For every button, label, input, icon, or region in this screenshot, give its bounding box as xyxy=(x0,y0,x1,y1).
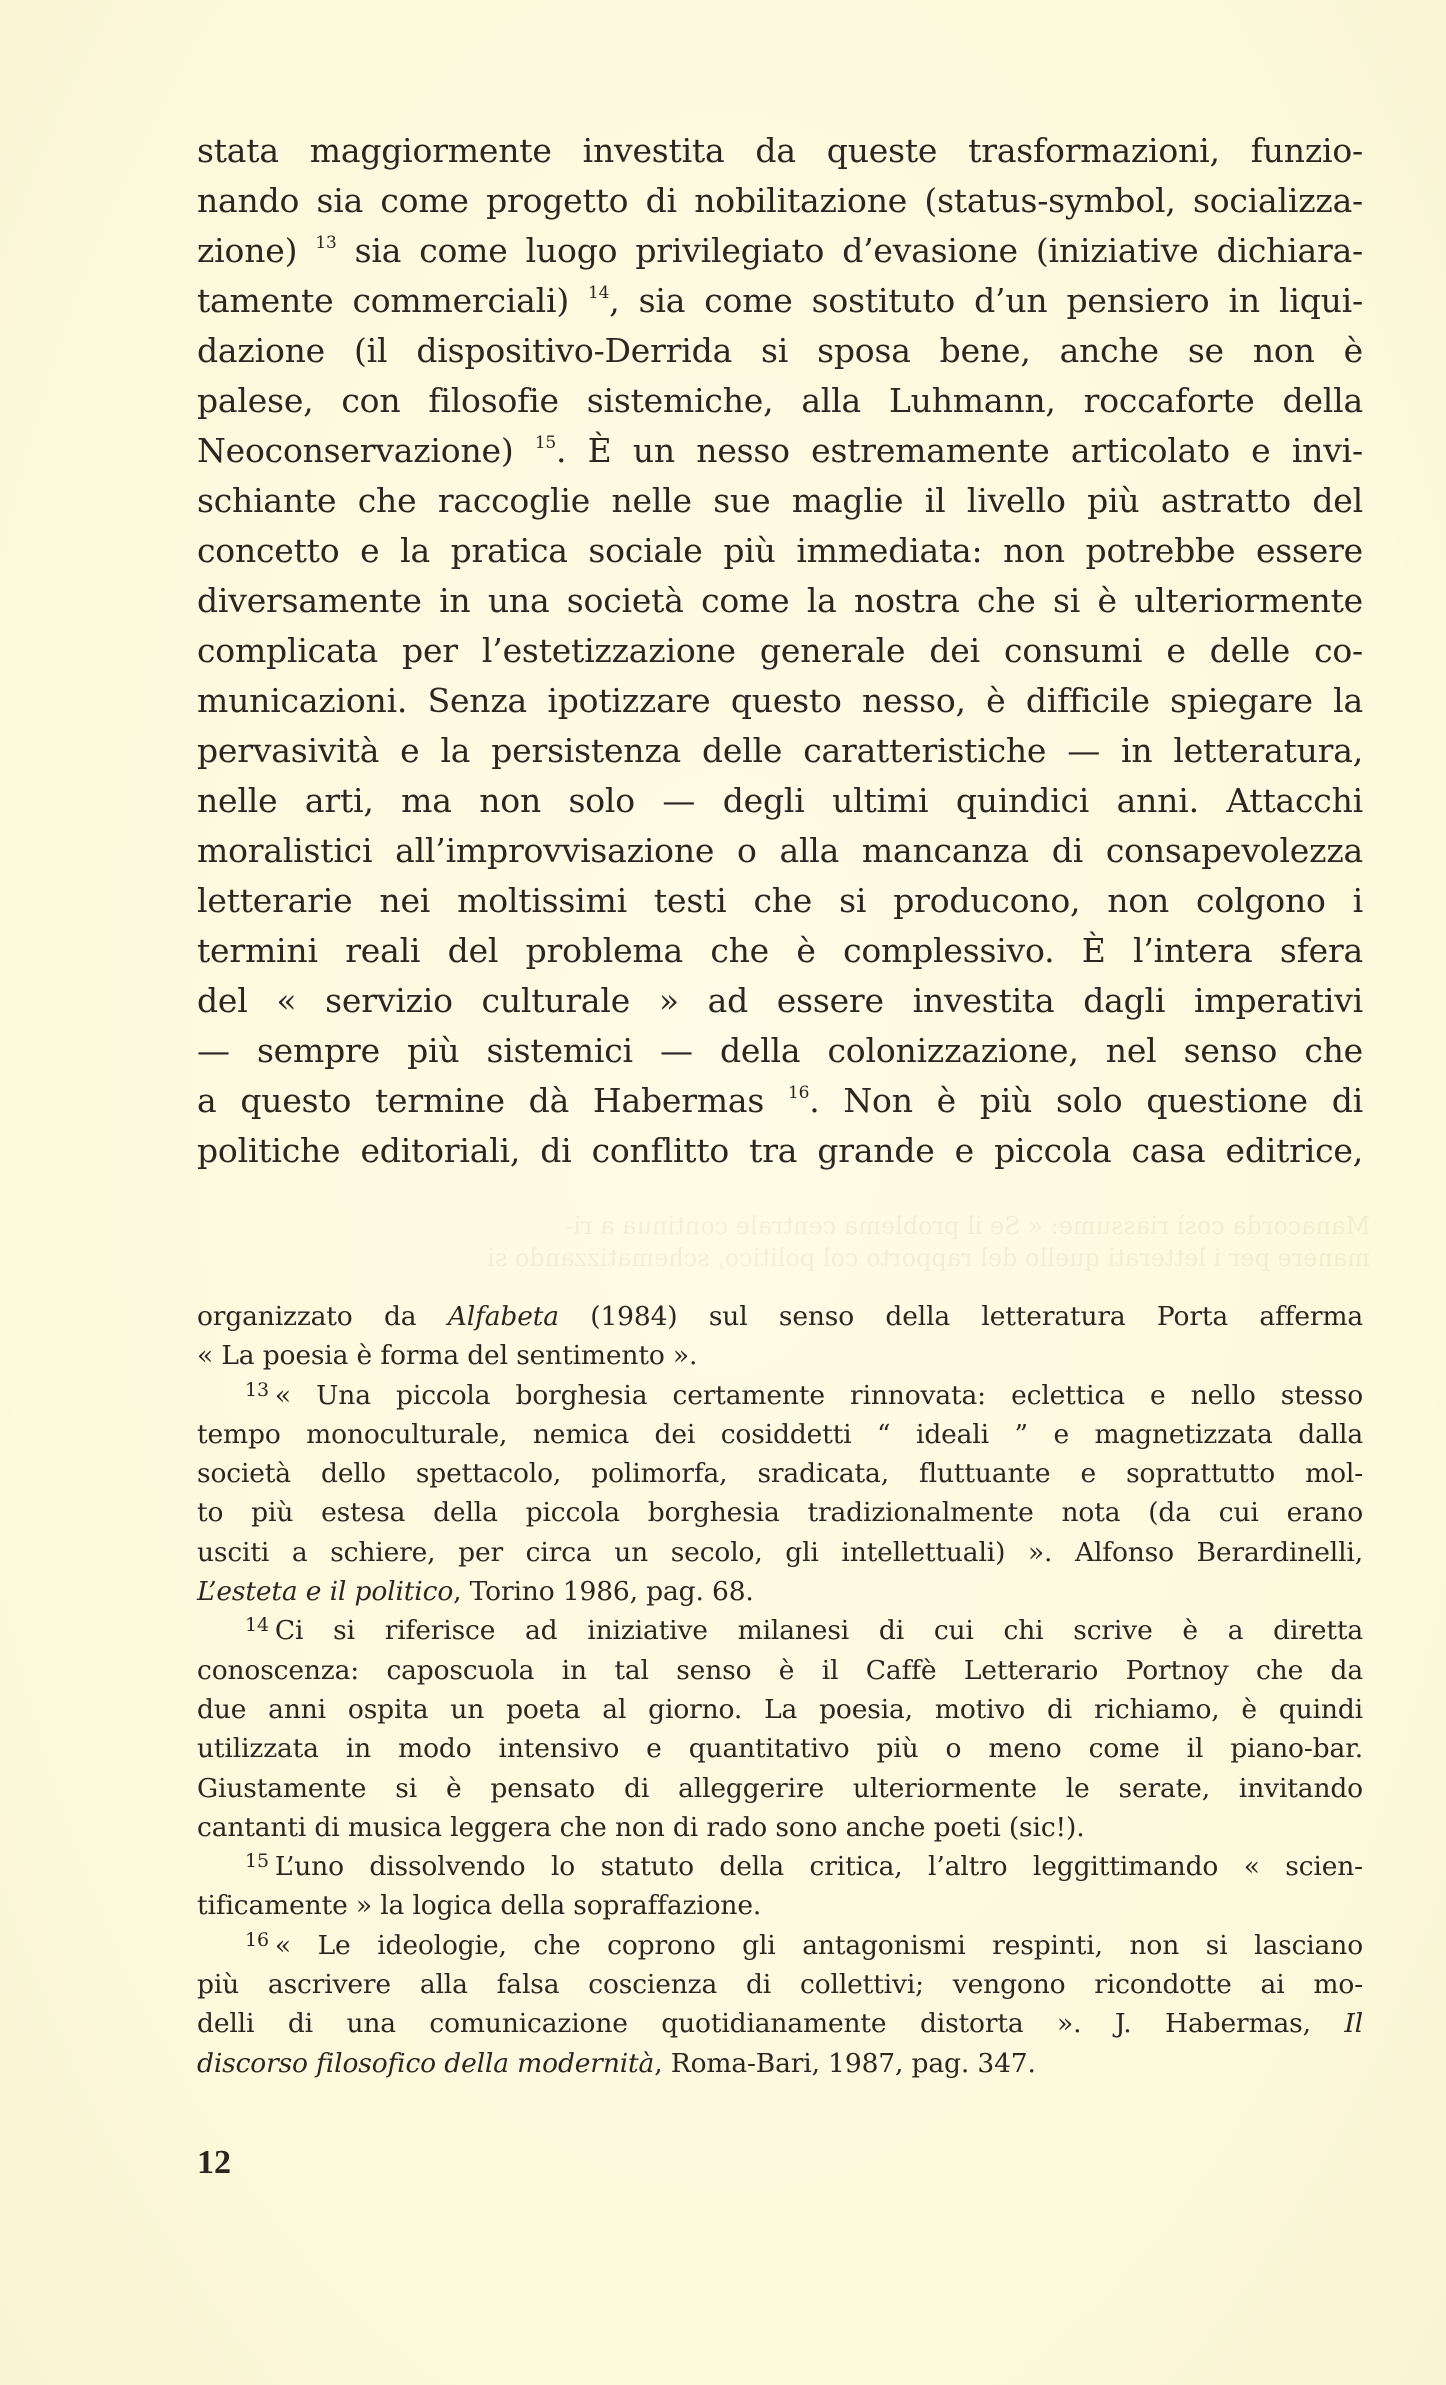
footnotes-block xyxy=(197,1297,1363,2083)
book-title: discorso filosofico della modernità xyxy=(197,2047,655,2079)
footnote-13: $^{13}$ « Una piccola borghesia certamente rinnovata: eclettica e nello stesso xyxy=(245,1378,1363,1411)
body-line: nando sia come progetto di nobilitazione (status-symbol, socializza- xyxy=(197,181,1363,220)
body-line: tamente commerciali) $^{14}$, sia come sostituto d’un pensiero in liqui- xyxy=(197,281,1363,320)
book-title: L’esteta e il politico xyxy=(197,1576,454,1608)
footnote-14-line: utilizzata in modo intensivo e quantitativo più o meno come il piano-bar. xyxy=(197,1733,1363,1765)
footnote-number: 16 xyxy=(245,1928,269,1951)
body-line: diversamente in una società come la nostra che si è ulteriormente xyxy=(197,581,1363,620)
footnote-15: $^{15}$ L’uno dissolvendo lo statuto della critica, l’altro leggittimando « scien- xyxy=(245,1850,1363,1883)
footnote-14-line: Giustamente si è pensato di alleggerire ulteriormente le serate, invitando xyxy=(197,1772,1363,1804)
body-line: dazione (il dispositivo-Derrida si sposa bene, anche se non è xyxy=(197,331,1363,370)
book-title: Il xyxy=(1344,2008,1363,2040)
body-line: — sempre più sistemici — della colonizzazione, nel senso che xyxy=(197,1031,1363,1070)
footnote-14-line: due anni ospita un poeta al giorno. La poesia, motivo di richiamo, è quindi xyxy=(197,1693,1363,1725)
footnote-ref-15[interactable]: 15 xyxy=(534,433,557,453)
footnote-12-continuation: « La poesia è forma del sentimento ». xyxy=(197,1340,698,1372)
footnote-13-line: società dello spettacolo, polimorfa, sradicata, fluttuante e soprattutto mol- xyxy=(197,1458,1363,1490)
body-line: letterarie nei moltissimi testi che si producono, non colgono i xyxy=(197,881,1363,920)
body-line: pervasività e la persistenza delle caratteristiche — in letteratura, xyxy=(197,731,1363,770)
footnote-14-line: cantanti di musica leggera che non di rado sono anche poeti (sic!). xyxy=(197,1811,1085,1843)
footnote-16: $^{16}$ « Le ideologie, che coprono gli antagonismi respinti, non si lasciano xyxy=(245,1928,1363,1961)
footnote-14: $^{14}$ Ci si riferisce ad iniziative milanesi di cui chi scrive è a diretta xyxy=(245,1614,1363,1647)
body-line: zione) $^{13}$ sia come luogo privilegiato d’evasione (iniziative dichiara- xyxy=(197,231,1363,270)
footnote-12-continuation: organizzato da Alfabeta (1984) sul senso della letteratura Porta afferma xyxy=(197,1301,1363,1332)
footnote-number: 15 xyxy=(245,1850,269,1873)
main-text-block xyxy=(197,126,1363,1176)
footnote-13-line: L’esteta e il politico, Torino 1986, pag. 68. xyxy=(197,1576,754,1608)
footnote-16-line: delli di una comunicazione quotidianamente distorta ». J. Habermas, Il xyxy=(197,2008,1363,2040)
body-line: moralistici all’improvvisazione o alla mancanza di consapevolezza xyxy=(197,831,1363,870)
footnote-13-line: to più estesa della piccola borghesia tradizionalmente nota (da cui erano xyxy=(197,1497,1363,1529)
footnote-number: 13 xyxy=(245,1378,269,1401)
footnote-13-line: tempo monoculturale, nemica dei cosiddetti “ ideali ” e magnetizzata dalla xyxy=(197,1418,1363,1450)
body-line: nelle arti, ma non solo — degli ultimi quindici anni. Attacchi xyxy=(197,781,1363,820)
footnote-16-line: discorso filosofico della modernità, Roma-Bari, 1987, pag. 347. xyxy=(197,2047,1036,2079)
body-line: concetto e la pratica sociale più immediata: non potrebbe essere xyxy=(197,531,1363,570)
body-line: termini reali del problema che è complessivo. È l’intera sfera xyxy=(197,931,1363,970)
body-line: Neoconservazione) $^{15}$. È un nesso estremamente articolato e invi- xyxy=(197,431,1363,470)
footnote-13-line: usciti a schiere, per circa un secolo, gli intellettuali) ». Alfonso Berardinelli, xyxy=(197,1536,1363,1568)
journal-title: Alfabeta xyxy=(447,1301,559,1332)
footnote-15-line: tificamente » la logica della sopraffazione. xyxy=(197,1890,762,1922)
reverse-side-bleed-through: Manacorda così riassume: « Se il problema centrale continua a ri- manere per i letterati quello del rapporto col politico, schematizzando si xyxy=(487,1212,1370,1272)
footnote-ref-16[interactable]: 16 xyxy=(787,1083,810,1103)
footnote-16-line: più ascrivere alla falsa coscienza di collettivi; vengono ricondotte ai mo- xyxy=(197,1969,1363,2001)
footnote-number: 14 xyxy=(245,1614,269,1637)
body-line: palese, con filosofie sistemiche, alla Luhmann, roccaforte della xyxy=(197,381,1363,420)
footnote-ref-13[interactable]: 13 xyxy=(315,233,337,253)
footnote-ref-14[interactable]: 14 xyxy=(588,283,610,303)
body-line: municazioni. Senza ipotizzare questo nesso, è difficile spiegare la xyxy=(197,681,1363,720)
page-number: 12 xyxy=(197,2144,231,2181)
body-line: complicata per l’estetizzazione generale dei consumi e delle co- xyxy=(197,631,1363,670)
footnote-14-line: conoscenza: caposcuola in tal senso è il Caffè Letterario Portnoy che da xyxy=(197,1654,1363,1686)
body-line: schiante che raccoglie nelle sue maglie il livello più astratto del xyxy=(197,481,1363,520)
body-line: del « servizio culturale » ad essere investita dagli imperativi xyxy=(197,981,1363,1020)
body-line: a questo termine dà Habermas $^{16}$. Non è più solo questione di xyxy=(197,1081,1363,1120)
body-line: stata maggiormente investita da queste trasformazioni, funzio- xyxy=(197,131,1363,170)
body-line: politiche editoriali, di conflitto tra grande e piccola casa editrice, xyxy=(197,1131,1363,1170)
